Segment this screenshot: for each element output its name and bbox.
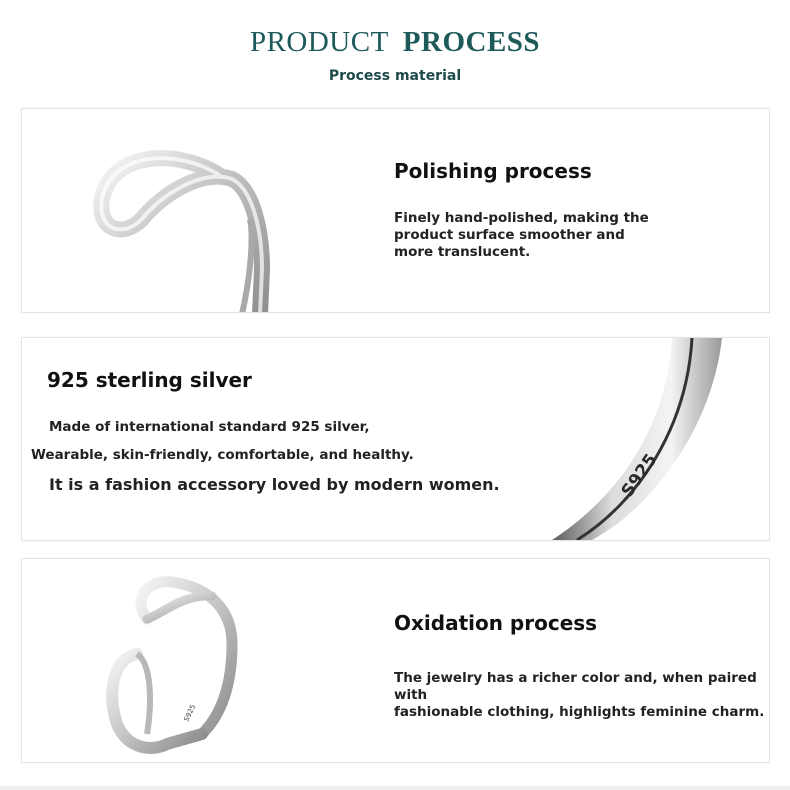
- title-part-2: PROCESS: [402, 26, 541, 58]
- sterling-silver-card: [21, 337, 770, 541]
- ring-band-image: [522, 338, 769, 540]
- description-line: Finely hand-polished, making the: [394, 210, 649, 226]
- title-part-1: PRODUCT: [249, 26, 389, 58]
- section-description: [394, 670, 769, 721]
- page-header: [0, 0, 790, 100]
- polishing-card: [21, 108, 770, 313]
- ring-full-image: [92, 574, 252, 754]
- section-heading: 925 sterling silver: [47, 368, 252, 392]
- section-description: [394, 210, 649, 261]
- description-line: more translucent.: [394, 244, 531, 260]
- description-line: The jewelry has a richer color and, when paired with: [394, 670, 757, 703]
- page-subtitle: Process material: [328, 68, 462, 84]
- section-description-line-3: It is a fashion accessory loved by modern women.: [49, 475, 500, 494]
- s925-engraving: S925: [617, 450, 662, 501]
- description-line: product surface smoother and: [394, 227, 625, 243]
- section-heading: Polishing process: [394, 159, 592, 183]
- page-title: [0, 26, 790, 59]
- description-line: fashionable clothing, highlights feminine charm.: [394, 704, 765, 720]
- section-description-line-2: Wearable, skin-friendly, comfortable, and healthy.: [31, 447, 414, 463]
- section-description-line-1: Made of international standard 925 silver,: [49, 419, 370, 435]
- oxidation-card: [21, 558, 770, 763]
- ring-closeup-image: [82, 139, 282, 313]
- section-heading: Oxidation process: [394, 611, 598, 635]
- s925-stamp: S925: [182, 703, 198, 723]
- bottom-divider: [0, 786, 790, 790]
